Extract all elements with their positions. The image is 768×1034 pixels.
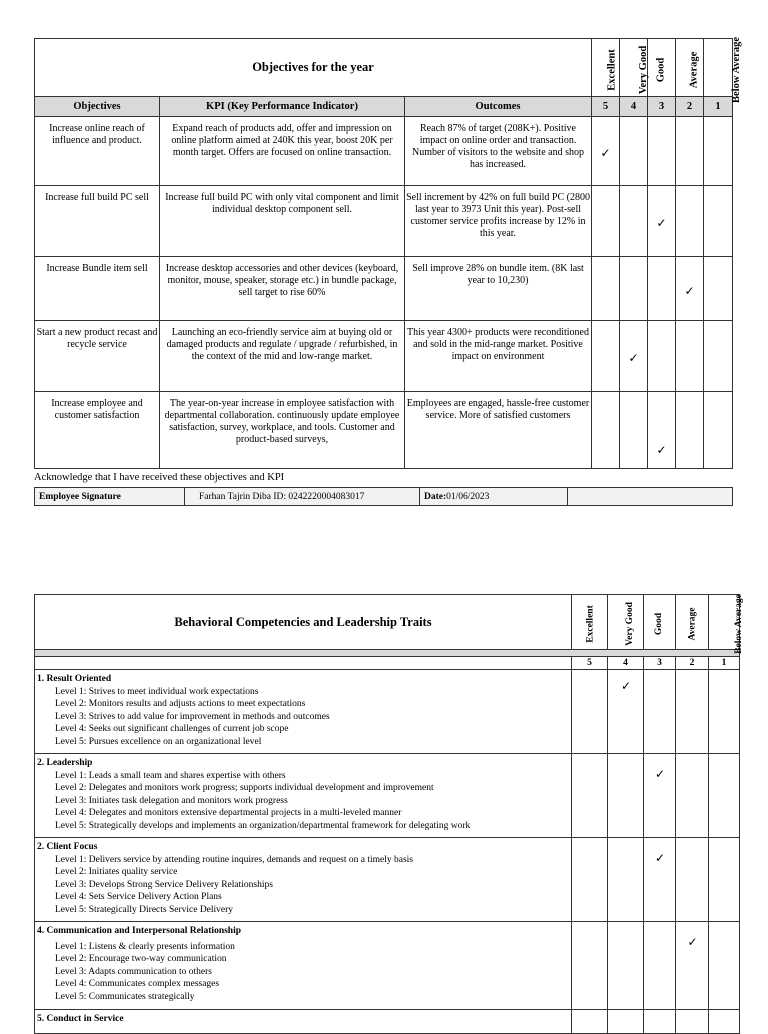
kpi-cell: Increase full build PC with only vital component and limit individual desktop component sell.	[160, 186, 405, 257]
objective-row	[35, 257, 733, 321]
level-text: Level 1: Listens & clearly presents information	[55, 941, 235, 952]
objective-cell: Increase full build PC sell	[35, 186, 160, 257]
competency-row	[35, 670, 740, 754]
level-text: Level 4: Seeks out significant challenges of current job scope	[55, 724, 289, 735]
score-3: 3	[644, 657, 676, 670]
check-icon: ✓	[628, 351, 639, 365]
objectives-table	[34, 36, 743, 469]
rating-header-below-average: Below Average	[709, 595, 740, 650]
objective-cell: Start a new product recast and recycle service	[35, 321, 160, 392]
outcome-cell: This year 4300+ products were reconditioned and sold in the mid-range market. Positive impact on environment	[405, 321, 592, 392]
check-icon: ✓	[654, 767, 666, 781]
check-icon: ✓	[656, 216, 667, 230]
level-text: Level 2: Initiates quality service	[55, 867, 178, 878]
rating-header-excellent: Excellent	[592, 39, 620, 97]
check-icon: ✓	[600, 146, 611, 160]
level-text: Level 5: Communicates strategically	[55, 991, 195, 1002]
score-2: 2	[676, 97, 704, 117]
objective-cell: Increase Bundle item sell	[35, 257, 160, 321]
check-icon: ✓	[654, 851, 666, 865]
kpi-cell: Increase desktop accessories and other devices (keyboard, monitor, mouse, speaker, storage etc.) in bundle package, sell target to rise 60%	[160, 257, 405, 321]
date-value: 01/06/2023	[446, 491, 490, 502]
competency-row	[35, 838, 740, 922]
outcome-cell: Sell improve 28% on bundle item. (8K last year to 10,230)	[405, 257, 592, 321]
competency-table	[34, 594, 744, 1034]
check-icon: ✓	[684, 283, 695, 298]
rating-header-average: Average	[676, 595, 709, 650]
outcome-cell: Sell increment by 42% on full build PC (2800 last year to 3973 Unit this year). Post-sell customer service profits increase by 12% in this year.	[405, 186, 592, 257]
rating-header-average: Average	[676, 39, 704, 97]
check-icon: ✓	[656, 443, 667, 457]
level-text: Level 2: Monitors results and adjusts actions to meet expectations	[55, 699, 306, 710]
check-icon: ✓	[687, 935, 698, 949]
score-5: 5	[592, 97, 620, 117]
rating-header-below-average: Below Average	[704, 39, 733, 97]
level-text: Level 5: Strategically Directs Service Delivery	[55, 904, 234, 915]
competency-title: 1. Result Oriented	[37, 674, 112, 684]
competency-title: 2. Leadership	[37, 758, 93, 768]
acknowledgement-text: Acknowledge that I have received these objectives and KPI	[34, 472, 285, 483]
level-text: Level 4: Delegates and monitors extensive departmental projects in a multi-leveled manner	[55, 808, 402, 819]
rating-header-very-good: Very Good	[608, 595, 644, 650]
score-5: 5	[572, 657, 608, 670]
header-outcomes: Outcomes	[405, 97, 592, 117]
level-text: Level 3: Adapts communication to others	[55, 966, 212, 977]
signature-table	[34, 487, 733, 506]
level-text: Level 4: Sets Service Delivery Action Plans	[55, 892, 222, 903]
score-1: 1	[704, 97, 733, 117]
level-text: Level 2: Encourage two-way communication	[55, 954, 227, 965]
header-objectives: Objectives	[35, 97, 160, 117]
objective-row	[35, 117, 733, 186]
level-text: Level 4: Communicates complex messages	[55, 979, 220, 990]
competency-row	[35, 1010, 740, 1034]
competency-title: 4. Communication and Interpersonal Relationship	[37, 926, 242, 936]
date-label: Date:	[424, 491, 447, 502]
kpi-cell: Launching an eco-friendly service aim at buying old or damaged products and regulate / upgrade / refurbished, in the context of the mid and low-range market.	[160, 321, 405, 392]
level-text: Level 2: Delegates and monitors work progress; supports individual development and improvement	[55, 783, 434, 794]
objective-row	[35, 186, 733, 257]
rating-header-good: Good	[644, 595, 676, 650]
rating-header-excellent: Excellent	[572, 595, 608, 650]
level-text: Level 1: Leads a small team and shares expertise with others	[55, 770, 286, 781]
score-1: 1	[709, 657, 740, 670]
rating-header-very-good: Very Good	[620, 39, 648, 97]
objective-row	[35, 321, 733, 392]
signature-label: Employee Signature	[35, 488, 185, 506]
outcome-cell: Employees are engaged, hassle-free customer service. More of satisfied customers	[405, 392, 592, 469]
score-row	[35, 657, 740, 670]
level-text: Level 3: Initiates task delegation and monitors work progress	[55, 795, 288, 806]
objective-cell: Increase online reach of influence and product.	[35, 117, 160, 186]
check-icon: ✓	[620, 679, 632, 693]
objectives-header-row	[35, 97, 733, 117]
competency-title: 2. Client Focus	[37, 842, 98, 852]
level-text: Level 3: Strives to add value for improvement in methods and outcomes	[55, 711, 330, 722]
level-text: Level 1: Strives to meet individual work expectations	[55, 686, 259, 697]
employee-name-id: Farhan Tajrin Diba ID: 0242220004083017	[185, 488, 420, 506]
objective-cell: Increase employee and customer satisfaction	[35, 392, 160, 469]
kpi-cell: The year-on-year increase in employee satisfaction with departmental collaboration. continuously update employee satisfaction, survey, workplace, and tools. Customer and product-based surveys,	[160, 392, 405, 469]
competency-title: Behavioral Competencies and Leadership Traits	[35, 595, 572, 650]
signature-blank	[568, 488, 733, 506]
level-text: Level 1: Delivers service by attending routine inquires, demands and request on a timely basis	[55, 854, 413, 865]
competency-row	[35, 922, 740, 1010]
score-2: 2	[676, 657, 709, 670]
kpi-cell: Expand reach of products add, offer and impression on online platform aimed at 240K this year, boost 20K per month target. Offers are focused on online transaction.	[160, 117, 405, 186]
level-text: Level 5: Strategically develops and implements an organization/departmental framework for delegating work	[55, 820, 471, 831]
header-kpi: KPI (Key Performance Indicator)	[160, 97, 405, 117]
competency-title: 5. Conduct in Service	[37, 1014, 124, 1024]
score-4: 4	[608, 657, 644, 670]
score-3: 3	[648, 97, 676, 117]
date-field	[420, 488, 568, 506]
score-4: 4	[620, 97, 648, 117]
gray-separator	[35, 650, 740, 657]
rating-header-good: Good	[648, 39, 676, 97]
objective-row	[35, 392, 733, 469]
competency-row	[35, 754, 740, 838]
objectives-title: Objectives for the year	[35, 39, 592, 97]
level-text: Level 3: Develops Strong Service Delivery Relationships	[55, 879, 273, 890]
level-text: Level 5: Pursues excellence on an organizational level	[55, 736, 262, 747]
outcome-cell: Reach 87% of target (208K+). Positive impact on online order and transaction. Number of visitors to the website and shop has increased.	[405, 117, 592, 186]
